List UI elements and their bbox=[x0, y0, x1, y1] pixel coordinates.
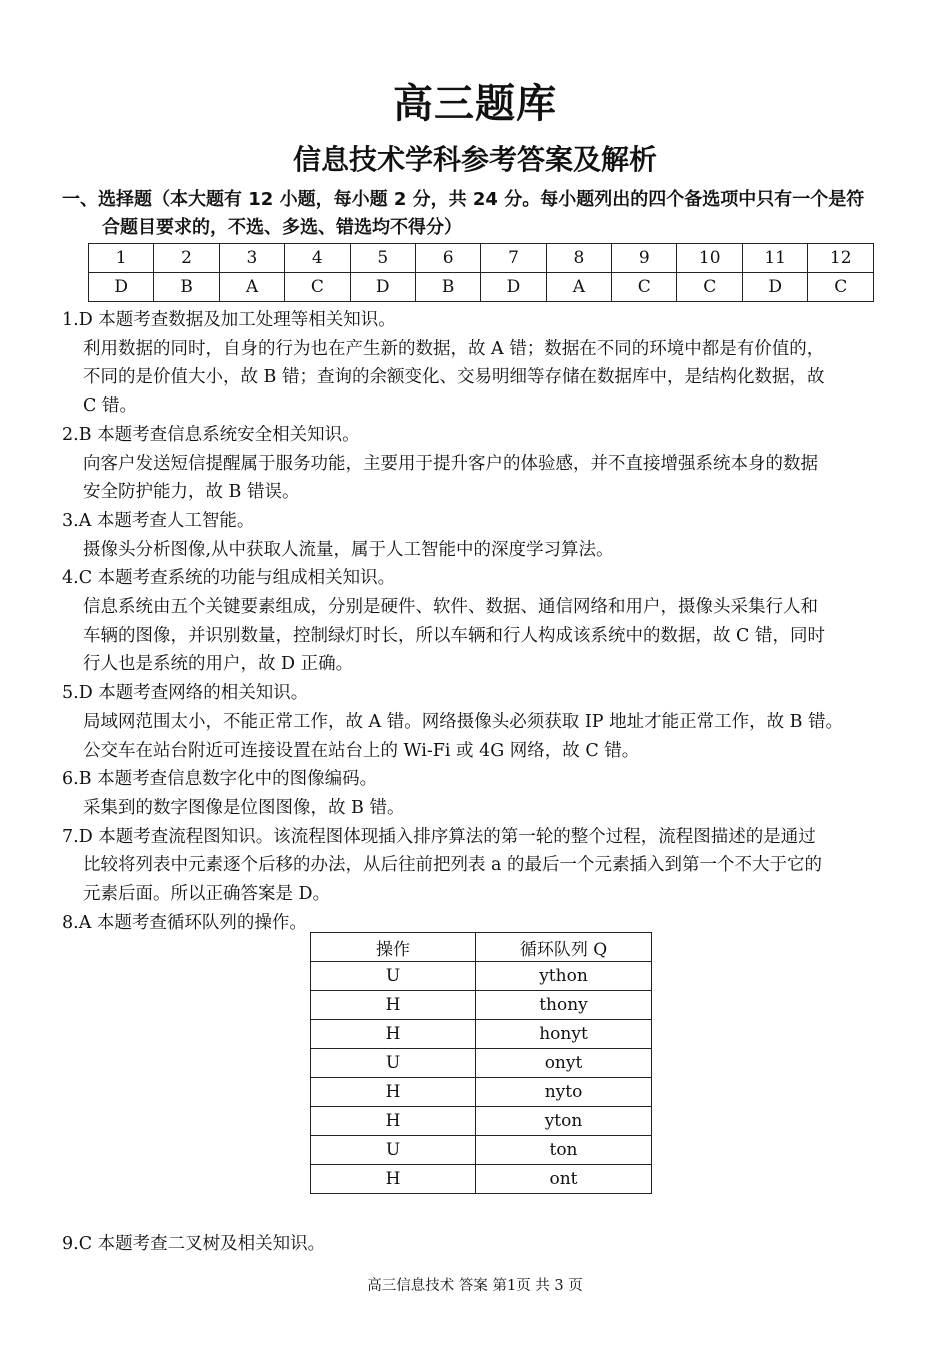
question-9-explanation: 9.C 本题考查二叉树及相关知识。 bbox=[62, 1234, 326, 1254]
answer-number-cell: 4 bbox=[285, 244, 350, 273]
queue-op-cell: H bbox=[311, 991, 476, 1020]
queue-state-cell: ton bbox=[476, 1136, 652, 1165]
answer-choice-cell: D bbox=[742, 273, 807, 302]
explanation-head: 7.D 本题考查流程图知识。该流程图体现插入排序算法的第一轮的整个过程，流程图描述的是通过 bbox=[62, 826, 816, 847]
answer-number-cell: 12 bbox=[808, 244, 874, 273]
queue-state-cell: thony bbox=[476, 991, 652, 1020]
answer-number-cell: 9 bbox=[612, 244, 677, 273]
section-heading bbox=[62, 186, 912, 242]
answer-choice-cell: C bbox=[612, 273, 677, 302]
queue-table-row bbox=[311, 1136, 652, 1165]
queue-op-cell: U bbox=[311, 962, 476, 991]
queue-state-cell: nyto bbox=[476, 1078, 652, 1107]
queue-op-cell: U bbox=[311, 1049, 476, 1078]
explanation-head: 3.A 本题考查人工智能。 bbox=[62, 510, 255, 531]
answer-number-cell: 2 bbox=[154, 244, 219, 273]
explanation-line: 车辆的图像，并识别数量，控制绿灯时长，所以车辆和行人构成该系统中的数据，故 C 错，同时 bbox=[83, 625, 826, 646]
answer-number-cell: 7 bbox=[481, 244, 546, 273]
answer-number-cell: 6 bbox=[415, 244, 480, 273]
queue-op-cell: H bbox=[311, 1165, 476, 1194]
answer-number-cell: 3 bbox=[219, 244, 284, 273]
page-footer: 高三信息技术 答案 第1页 共 3 页 bbox=[367, 1278, 583, 1294]
explanation-line: 向客户发送短信提醒属于服务功能，主要用于提升客户的体验感，并不直接增强系统本身的数据 bbox=[83, 453, 818, 474]
answer-choice-cell: D bbox=[89, 273, 154, 302]
explanation-head: 6.B 本题考查信息数字化中的图像编码。 bbox=[62, 769, 378, 790]
answer-choice-cell: D bbox=[481, 273, 546, 302]
answer-choice-cell: B bbox=[415, 273, 480, 302]
answer-choice-cell: A bbox=[546, 273, 611, 302]
queue-state-cell: ython bbox=[476, 962, 652, 991]
queue-table-row bbox=[311, 962, 652, 991]
queue-table-row bbox=[311, 1165, 652, 1194]
explanation-head: 5.D 本题考查网络的相关知识。 bbox=[62, 683, 309, 704]
queue-op-cell: H bbox=[311, 1078, 476, 1107]
explanation-line: 摄像头分析图像,从中获取人流量，属于人工智能中的深度学习算法。 bbox=[83, 539, 614, 560]
answer-table-number-row bbox=[89, 244, 874, 273]
answer-number-cell: 5 bbox=[350, 244, 415, 273]
queue-table-row bbox=[311, 1107, 652, 1136]
queue-header-op: 操作 bbox=[311, 933, 476, 962]
section-heading-line1: 一、选择题（本大题有 12 小题，每小题 2 分，共 24 分。每小题列出的四个备选项中只有一个是符 bbox=[62, 189, 865, 210]
explanation-line: 采集到的数字图像是位图图像，故 B 错。 bbox=[83, 797, 405, 818]
explanations bbox=[62, 306, 908, 937]
explanation-line: 局域网范围太小，不能正常工作，故 A 错。网络摄像头必须获取 IP 地址才能正常工作，故 B 错。 bbox=[83, 711, 844, 732]
explanation-line: 信息系统由五个关键要素组成，分别是硬件、软件、数据、通信网络和用户，摄像头采集行人和 bbox=[83, 597, 818, 618]
queue-state-cell: ont bbox=[476, 1165, 652, 1194]
answer-choice-cell: C bbox=[285, 273, 350, 302]
answer-number-cell: 10 bbox=[677, 244, 742, 273]
queue-table-row bbox=[311, 1049, 652, 1078]
answer-choice-cell: A bbox=[219, 273, 284, 302]
queue-op-cell: H bbox=[311, 1107, 476, 1136]
queue-op-cell: H bbox=[311, 1020, 476, 1049]
answer-number-cell: 1 bbox=[89, 244, 154, 273]
queue-state-cell: honyt bbox=[476, 1020, 652, 1049]
queue-header-q: 循环队列 Q bbox=[476, 933, 652, 962]
queue-state-cell: yton bbox=[476, 1107, 652, 1136]
answer-choice-cell: C bbox=[677, 273, 742, 302]
page-subtitle: 信息技术学科参考答案及解析 bbox=[292, 143, 657, 176]
explanation-line: 不同的是价值大小，故 B 错；查询的余额变化、交易明细等存储在数据库中，是结构化数据，故 bbox=[83, 367, 825, 388]
queue-op-cell: U bbox=[311, 1136, 476, 1165]
explanation-line: 利用数据的同时，自身的行为也在产生新的数据，故 A 错；数据在不同的环境中都是有价值的， bbox=[83, 338, 825, 359]
answer-choice-cell: C bbox=[808, 273, 874, 302]
queue-state-cell: onyt bbox=[476, 1049, 652, 1078]
queue-table-header-row bbox=[311, 933, 652, 962]
page-title: 高三题库 bbox=[393, 81, 557, 127]
queue-table bbox=[310, 932, 652, 1194]
explanation-line: 元素后面。所以正确答案是 D。 bbox=[83, 884, 331, 905]
answer-table-answer-row bbox=[89, 273, 874, 302]
explanation-line: C 错。 bbox=[83, 396, 137, 417]
queue-table-row bbox=[311, 991, 652, 1020]
explanation-head: 4.C 本题考查系统的功能与组成相关知识。 bbox=[62, 568, 396, 589]
answer-number-cell: 11 bbox=[742, 244, 807, 273]
queue-table-row bbox=[311, 1020, 652, 1049]
explanation-line: 安全防护能力，故 B 错误。 bbox=[83, 482, 300, 503]
answer-number-cell: 8 bbox=[546, 244, 611, 273]
answer-choice-cell: D bbox=[350, 273, 415, 302]
explanation-line: 公交车在站台附近可连接设置在站台上的 Wi-Fi 或 4G 网络，故 C 错。 bbox=[83, 740, 640, 761]
explanation-line: 比较将列表中元素逐个后移的办法，从后往前把列表 a 的最后一个元素插入到第一个不大于它的 bbox=[83, 855, 823, 876]
explanation-line: 行人也是系统的用户，故 D 正确。 bbox=[83, 654, 354, 675]
explanation-head: 8.A 本题考查循环队列的操作。 bbox=[62, 912, 307, 933]
answer-choice-cell: B bbox=[154, 273, 219, 302]
queue-table-row bbox=[311, 1078, 652, 1107]
section-heading-line2: 合题目要求的，不选、多选、错选均不得分） bbox=[102, 217, 462, 238]
answer-table bbox=[88, 243, 874, 302]
explanation-head: 1.D 本题考查数据及加工处理等相关知识。 bbox=[62, 310, 396, 330]
explanation-head: 2.B 本题考查信息系统安全相关知识。 bbox=[62, 424, 360, 445]
